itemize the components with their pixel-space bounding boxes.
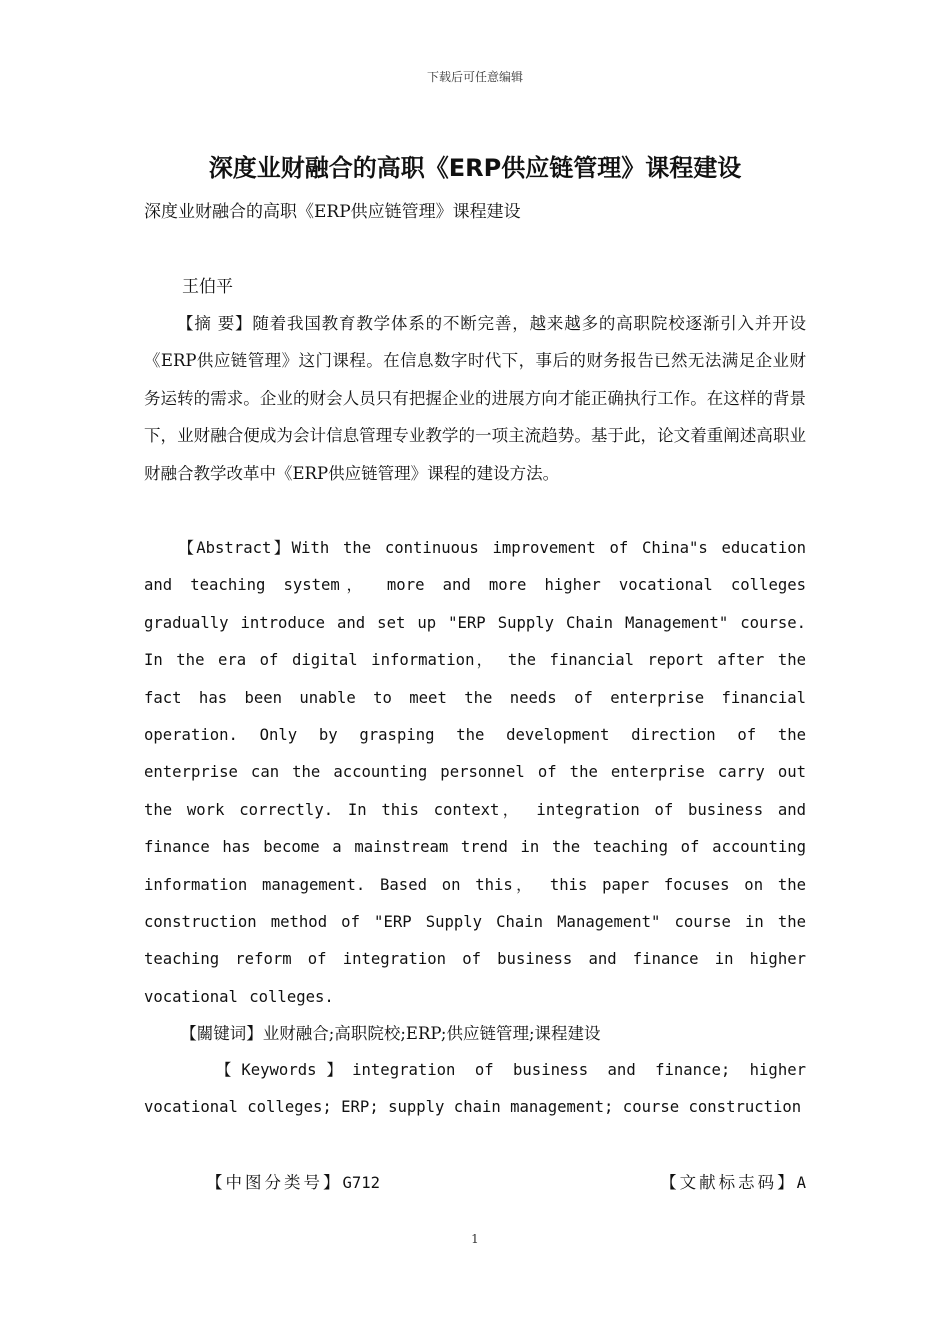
- abstract-chinese: 【摘 要】随着我国教育教学体系的不断完善，越来越多的高职院校逐渐引入并开设《ERP供应链管理》这门课程。在信息数字时代下，事后的财务报告已然无法满足企业财务运转的需求。企业的财会人员只有把握企业的进展方向才能正确执行工作。在这样的背景下，业财融合便成为会计信息管理专业教学的一项主流趋势。基于此，论文着重阐述高职业财融合教学改革中《ERP供应链管理》课程的建设方法。: [144, 314, 806, 483]
- document-title: 深度业财融合的高职《ERP供应链管理》课程建设: [208, 154, 742, 182]
- document-code-label: 【文献标志码】: [660, 1173, 797, 1192]
- keywords-english: 【Keywords】integration of business and finance; higher vocational colleges; ERP; supply chain management; course construction: [144, 1061, 806, 1117]
- page-header-note: 下载后可任意编辑: [426, 70, 523, 84]
- classification-number: [206, 1164, 380, 1202]
- classification-label: 【中图分类号】: [206, 1173, 343, 1192]
- document-subtitle: 深度业财融合的高职《ERP供应链管理》课程建设: [144, 202, 521, 222]
- page-number: 1: [471, 1232, 479, 1246]
- keywords-chinese: 【關键词】业财融合;高职院校;ERP;供应链管理;课程建设: [180, 1024, 601, 1043]
- classification-value: G712: [342, 1174, 381, 1192]
- classification-row: [144, 1164, 806, 1202]
- abstract-english: 【Abstract】With the continuous improvement of China"s education and teaching system， more and more higher vocational colleges gradually introduce and set up "ERP Supply Chain Management" course. In the era of digital information， the financial report after the fact has been unable to meet the needs of enterprise financial operation. Only by grasping the development direction of the enterprise can the accounting personnel of the enterprise carry out the work correctly. In this context， integration of business and finance has become a mainstream trend in the teaching of accounting information management. Based on this， this paper focuses on the construction method of "ERP Supply Chain Management" course in the teaching reform of integration of business and finance in higher vocational colleges.: [144, 539, 806, 1006]
- document-code-value: A: [796, 1174, 806, 1192]
- author-name: 王伯平: [182, 277, 233, 297]
- document-code: [660, 1164, 806, 1202]
